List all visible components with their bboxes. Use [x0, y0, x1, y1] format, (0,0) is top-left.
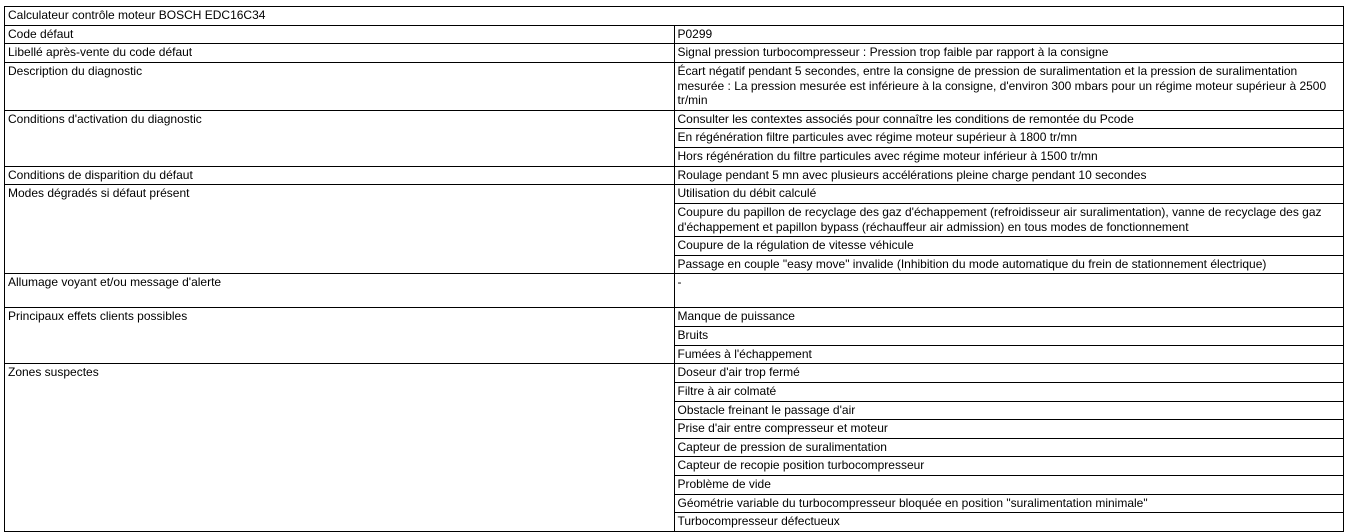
row-value-zones-suspectes-1: Doseur d'air trop fermé	[674, 364, 1344, 383]
row-label-allumage-voyant: Allumage voyant et/ou message d'alerte	[5, 274, 675, 308]
row-label-libelle-apres-vente: Libellé après-vente du code défaut	[5, 44, 675, 63]
row-value-conditions-activation-1: Consulter les contextes associés pour connaître les conditions de remontée du Pcode	[674, 110, 1344, 129]
row-label-description-diagnostic: Description du diagnostic	[5, 62, 675, 110]
table-title-row	[5, 7, 1344, 26]
row-value-libelle-apres-vente: Signal pression turbocompresseur : Pression trop faible par rapport à la consigne	[674, 44, 1344, 63]
row-value-zones-suspectes-5: Capteur de pression de suralimentation	[674, 438, 1344, 457]
row-value-conditions-activation-3: Hors régénération du filtre particules avec régime moteur inférieur à 1500 tr/mn	[674, 148, 1344, 167]
row-label-effets-clients: Principaux effets clients possibles	[5, 308, 675, 364]
table-row	[5, 308, 1344, 327]
row-value-zones-suspectes-6: Capteur de recopie position turbocompresseur	[674, 457, 1344, 476]
table-row	[5, 364, 1344, 383]
row-value-modes-degrades-1: Utilisation du débit calculé	[674, 185, 1344, 204]
row-value-zones-suspectes-8: Géométrie variable du turbocompresseur bloquée en position "suralimentation minimale"	[674, 494, 1344, 513]
row-value-zones-suspectes-7: Problème de vide	[674, 476, 1344, 495]
row-value-effets-clients-2: Bruits	[674, 327, 1344, 346]
row-label-conditions-disparition: Conditions de disparition du défaut	[5, 166, 675, 185]
row-value-effets-clients-3: Fumées à l'échappement	[674, 345, 1344, 364]
row-value-code-defaut: P0299	[674, 25, 1344, 44]
row-value-effets-clients-1: Manque de puissance	[674, 308, 1344, 327]
row-label-modes-degrades: Modes dégradés si défaut présent	[5, 185, 675, 274]
row-value-conditions-disparition: Roulage pendant 5 mn avec plusieurs accélérations pleine charge pendant 10 secondes	[674, 166, 1344, 185]
row-value-modes-degrades-4: Passage en couple "easy move" invalide (Inhibition du mode automatique du frein de stationnement électrique)	[674, 255, 1344, 274]
row-label-code-defaut: Code défaut	[5, 25, 675, 44]
table-row	[5, 62, 1344, 110]
table-row	[5, 274, 1344, 308]
row-value-description-diagnostic: Écart négatif pendant 5 secondes, entre la consigne de pression de suralimentation et la pression de suralimentation mesurée : La pression mesurée est inférieure à la consigne, d'environ 300 mbars pour un régime moteur supérieur à 2500 tr/min	[674, 62, 1344, 110]
row-value-zones-suspectes-3: Obstacle freinant le passage d'air	[674, 401, 1344, 420]
table-row	[5, 185, 1344, 204]
row-value-allumage-voyant: -	[674, 274, 1344, 308]
fault-code-document	[4, 6, 1344, 532]
table-row	[5, 110, 1344, 129]
row-value-modes-degrades-2: Coupure du papillon de recyclage des gaz d'échappement (refroidisseur air suralimentation), vanne de recyclage des gaz d'échappement et papillon bypass (réchauffeur air admission) en tous modes de fonctionnement	[674, 203, 1344, 236]
table-row	[5, 166, 1344, 185]
table-row	[5, 25, 1344, 44]
row-value-zones-suspectes-4: Prise d'air entre compresseur et moteur	[674, 420, 1344, 439]
document-title: Calculateur contrôle moteur BOSCH EDC16C34	[5, 7, 1344, 26]
row-value-zones-suspectes-2: Filtre à air colmaté	[674, 382, 1344, 401]
fault-code-table	[4, 6, 1344, 532]
row-value-conditions-activation-2: En régénération filtre particules avec régime moteur supérieur à 1800 tr/mn	[674, 129, 1344, 148]
row-label-conditions-activation: Conditions d'activation du diagnostic	[5, 110, 675, 166]
row-value-modes-degrades-3: Coupure de la régulation de vitesse véhicule	[674, 237, 1344, 256]
row-label-zones-suspectes: Zones suspectes	[5, 364, 675, 532]
table-row	[5, 44, 1344, 63]
row-value-zones-suspectes-9: Turbocompresseur défectueux	[674, 513, 1344, 532]
